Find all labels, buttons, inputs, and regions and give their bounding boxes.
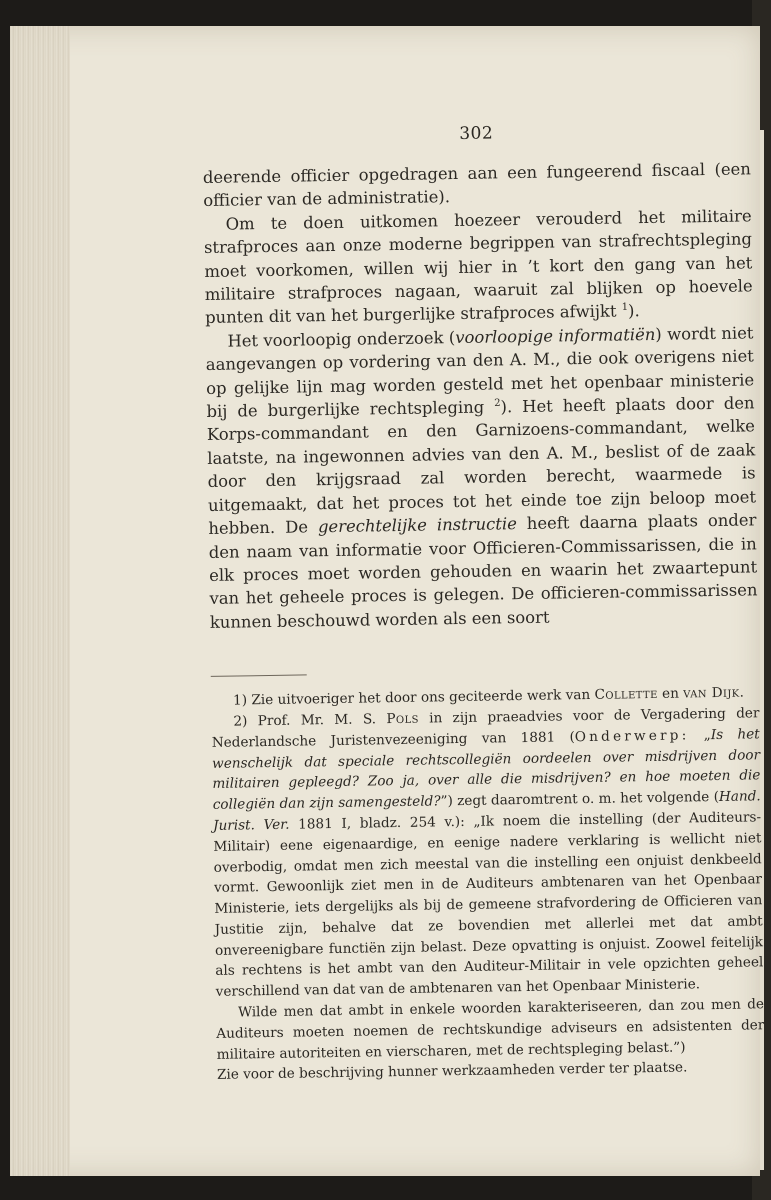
footnote-ref-2: 2 xyxy=(494,397,501,410)
page-number: 302 xyxy=(459,123,494,144)
footnote-2-continued: Wilde men dat ambt in enkele woorden karakteriseeren, dan zou men de Auditeurs moeten noemen de rechtskundige adviseurs en adsistenten der militaire autoriteiten en vierscharen, met de rechtspleging belast.”) xyxy=(216,996,765,1063)
main-text xyxy=(203,157,758,634)
paragraph-1: deerende officier opgedragen aan een fungeerend fiscaal (een officier van de administratie). xyxy=(202,159,751,211)
paragraph-2: Om te doen uitkomen hoezeer verouderd het militaire strafproces aan onze moderne begrippen van strafrechtspleging moet voorkomen, willen wij hier in ’t kort den gang van het militaire strafproces nagaan, waaruit zal blijken op hoevele punten dit van het burgerlijke strafproces afwijkt $^1$). xyxy=(203,206,753,328)
footnote-ref-1: 1 xyxy=(621,302,629,314)
page-stack-edges xyxy=(10,26,70,1176)
footnote-2: 2) Prof. Mr. M. S. Pols in zijn praeadvies voor de Vergadering der Nederlandsche Juristenvezeeniging van 1881 (Onderwerp: „Is het wenschelijk dat speciale rechtscollegiën oordeelen over misdrijven door militairen gepleegd? Zoo ja, over alle die misdrijven? en hoe moeten die collegiën dan zijn samengesteld?”) zegt daaromtrent o. m. het volgende (Hand. Jurist. Ver. 1881 I, bladz. 254 v.): „Ik noem die instelling (der Auditeurs-Militair) eene eigenaardige, en eenige nadere verklaring is wellicht niet overbodig, omdat men zich meestal van die instelling een onjuist denkbeeld vormt. Gewoonlijk ziet men in de Auditeurs ambtenaren van het Openbaar Ministerie, iets dergelijks als bij de gemeene strafvordering de Officieren van Justitie zijn, behalve dat ze bovendien met allerlei met dat ambt onvereenigbare functiën zijn belast. Deze opvatting is onjuist. Zoowel feitelijk als rechtens is het ambt van den Auditeur-Militair in vele opzichten geheel verschillend van dat van de ambtenaren van het Openbaar Ministerie. xyxy=(211,705,764,1001)
footnote-divider xyxy=(211,675,307,678)
footnotes xyxy=(211,682,765,1086)
page-text xyxy=(202,111,765,1086)
paragraph-3: Het voorloopig onderzoek (voorloopige informatiën) wordt niet aangevangen op vordering van den A. M., die ook overigens niet op gelijke lijn mag worden gesteld met het openbaar ministerie bij de burgerlijke rechtspleging $^2$). Het heeft plaats door den Korps-commandant en den Garnizoens-commandant, welke laatste, na ingewonnen advies van den A. M., beslist of de zaak door den krijgsraad zal worden berecht, waarmede is uitgemaakt, dat het proces tot het einde toe zijn beloop moet hebben. De gerechtelijke instructie heeft daarna plaats onder den naam van informatie voor Officieren-Commissarissen, die in elk proces moet worden gehouden en waarin het zwaartepunt van het geheele proces is gelegen. De officieren-commissarissen kunnen beschouwd worden als een soort xyxy=(205,323,758,632)
footnote-2-closing: Zie voor de beschrijving hunner werkzaamheden verder ter plaatse. xyxy=(216,1059,688,1084)
footnote-1: 1) Zie uitvoeriger het door ons geciteerde werk van Collette en van Dijk. xyxy=(232,684,745,709)
